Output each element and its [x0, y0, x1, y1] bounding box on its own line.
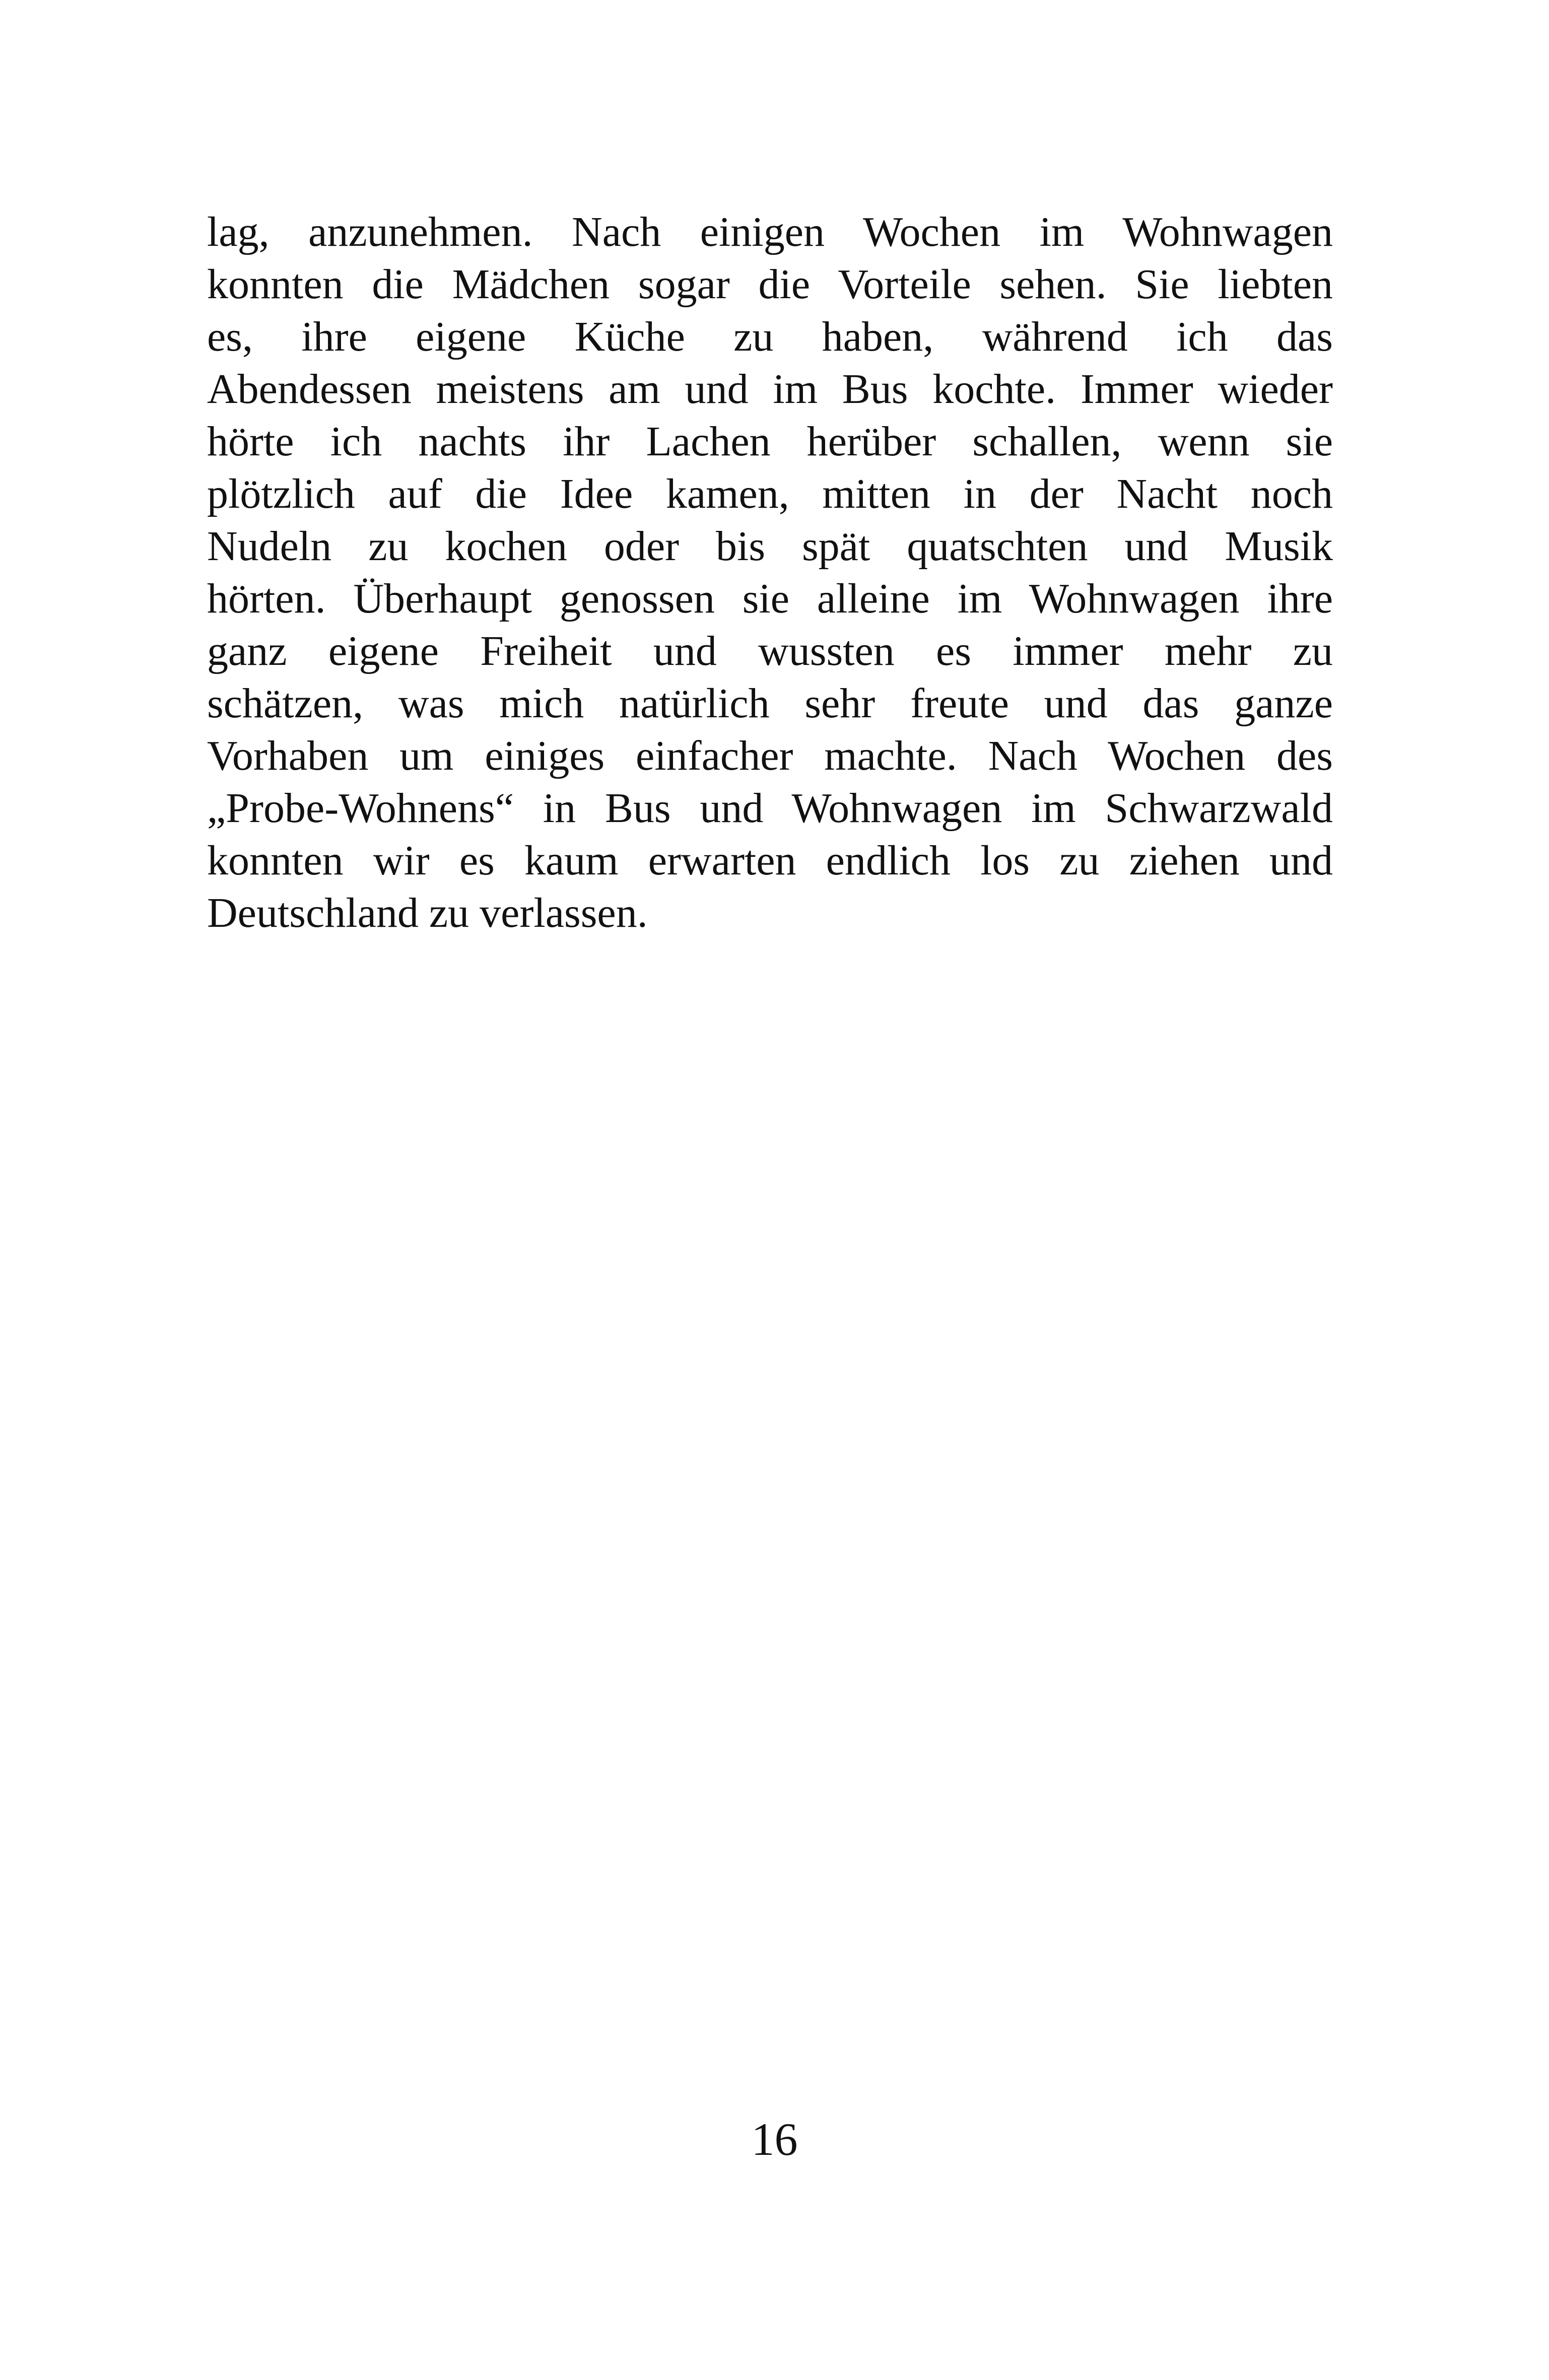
page-number: 16 [751, 2114, 798, 2165]
text-line: es, ihre eigene Küche zu haben, während ich das [207, 313, 1333, 360]
text-line: plötzlich auf die Idee kamen, mitten in der Nacht noch [207, 470, 1333, 517]
text-line: konnten die Mädchen sogar die Vorteile sehen. Sie liebten [207, 261, 1333, 308]
text-line: „Probe-Wohnens“ in Bus und Wohnwagen im Schwarzwald [207, 785, 1333, 832]
text-line: schätzen, was mich natürlich sehr freute und das ganze [207, 680, 1333, 727]
text-line: Abendessen meistens am und im Bus kochte. Immer wieder [207, 366, 1333, 413]
text-line: hörten. Überhaupt genossen sie alleine im Wohnwagen ihre [207, 575, 1333, 622]
text-line: lag, anzunehmen. Nach einigen Wochen im Wohnwagen [207, 209, 1333, 255]
text-line: ganz eigene Freiheit und wussten es immer mehr zu [207, 628, 1333, 674]
text-line: Nudeln zu kochen oder bis spät quatschten und Musik [207, 523, 1333, 570]
body-paragraph [207, 206, 1333, 939]
text-line: konnten wir es kaum erwarten endlich los zu ziehen und [207, 837, 1333, 884]
text-line: Deutschland zu verlassen. [207, 890, 648, 936]
text-line: Vorhaben um einiges einfacher machte. Nach Wochen des [207, 732, 1333, 779]
text-line: hörte ich nachts ihr Lachen herüber schallen, wenn sie [207, 418, 1333, 465]
